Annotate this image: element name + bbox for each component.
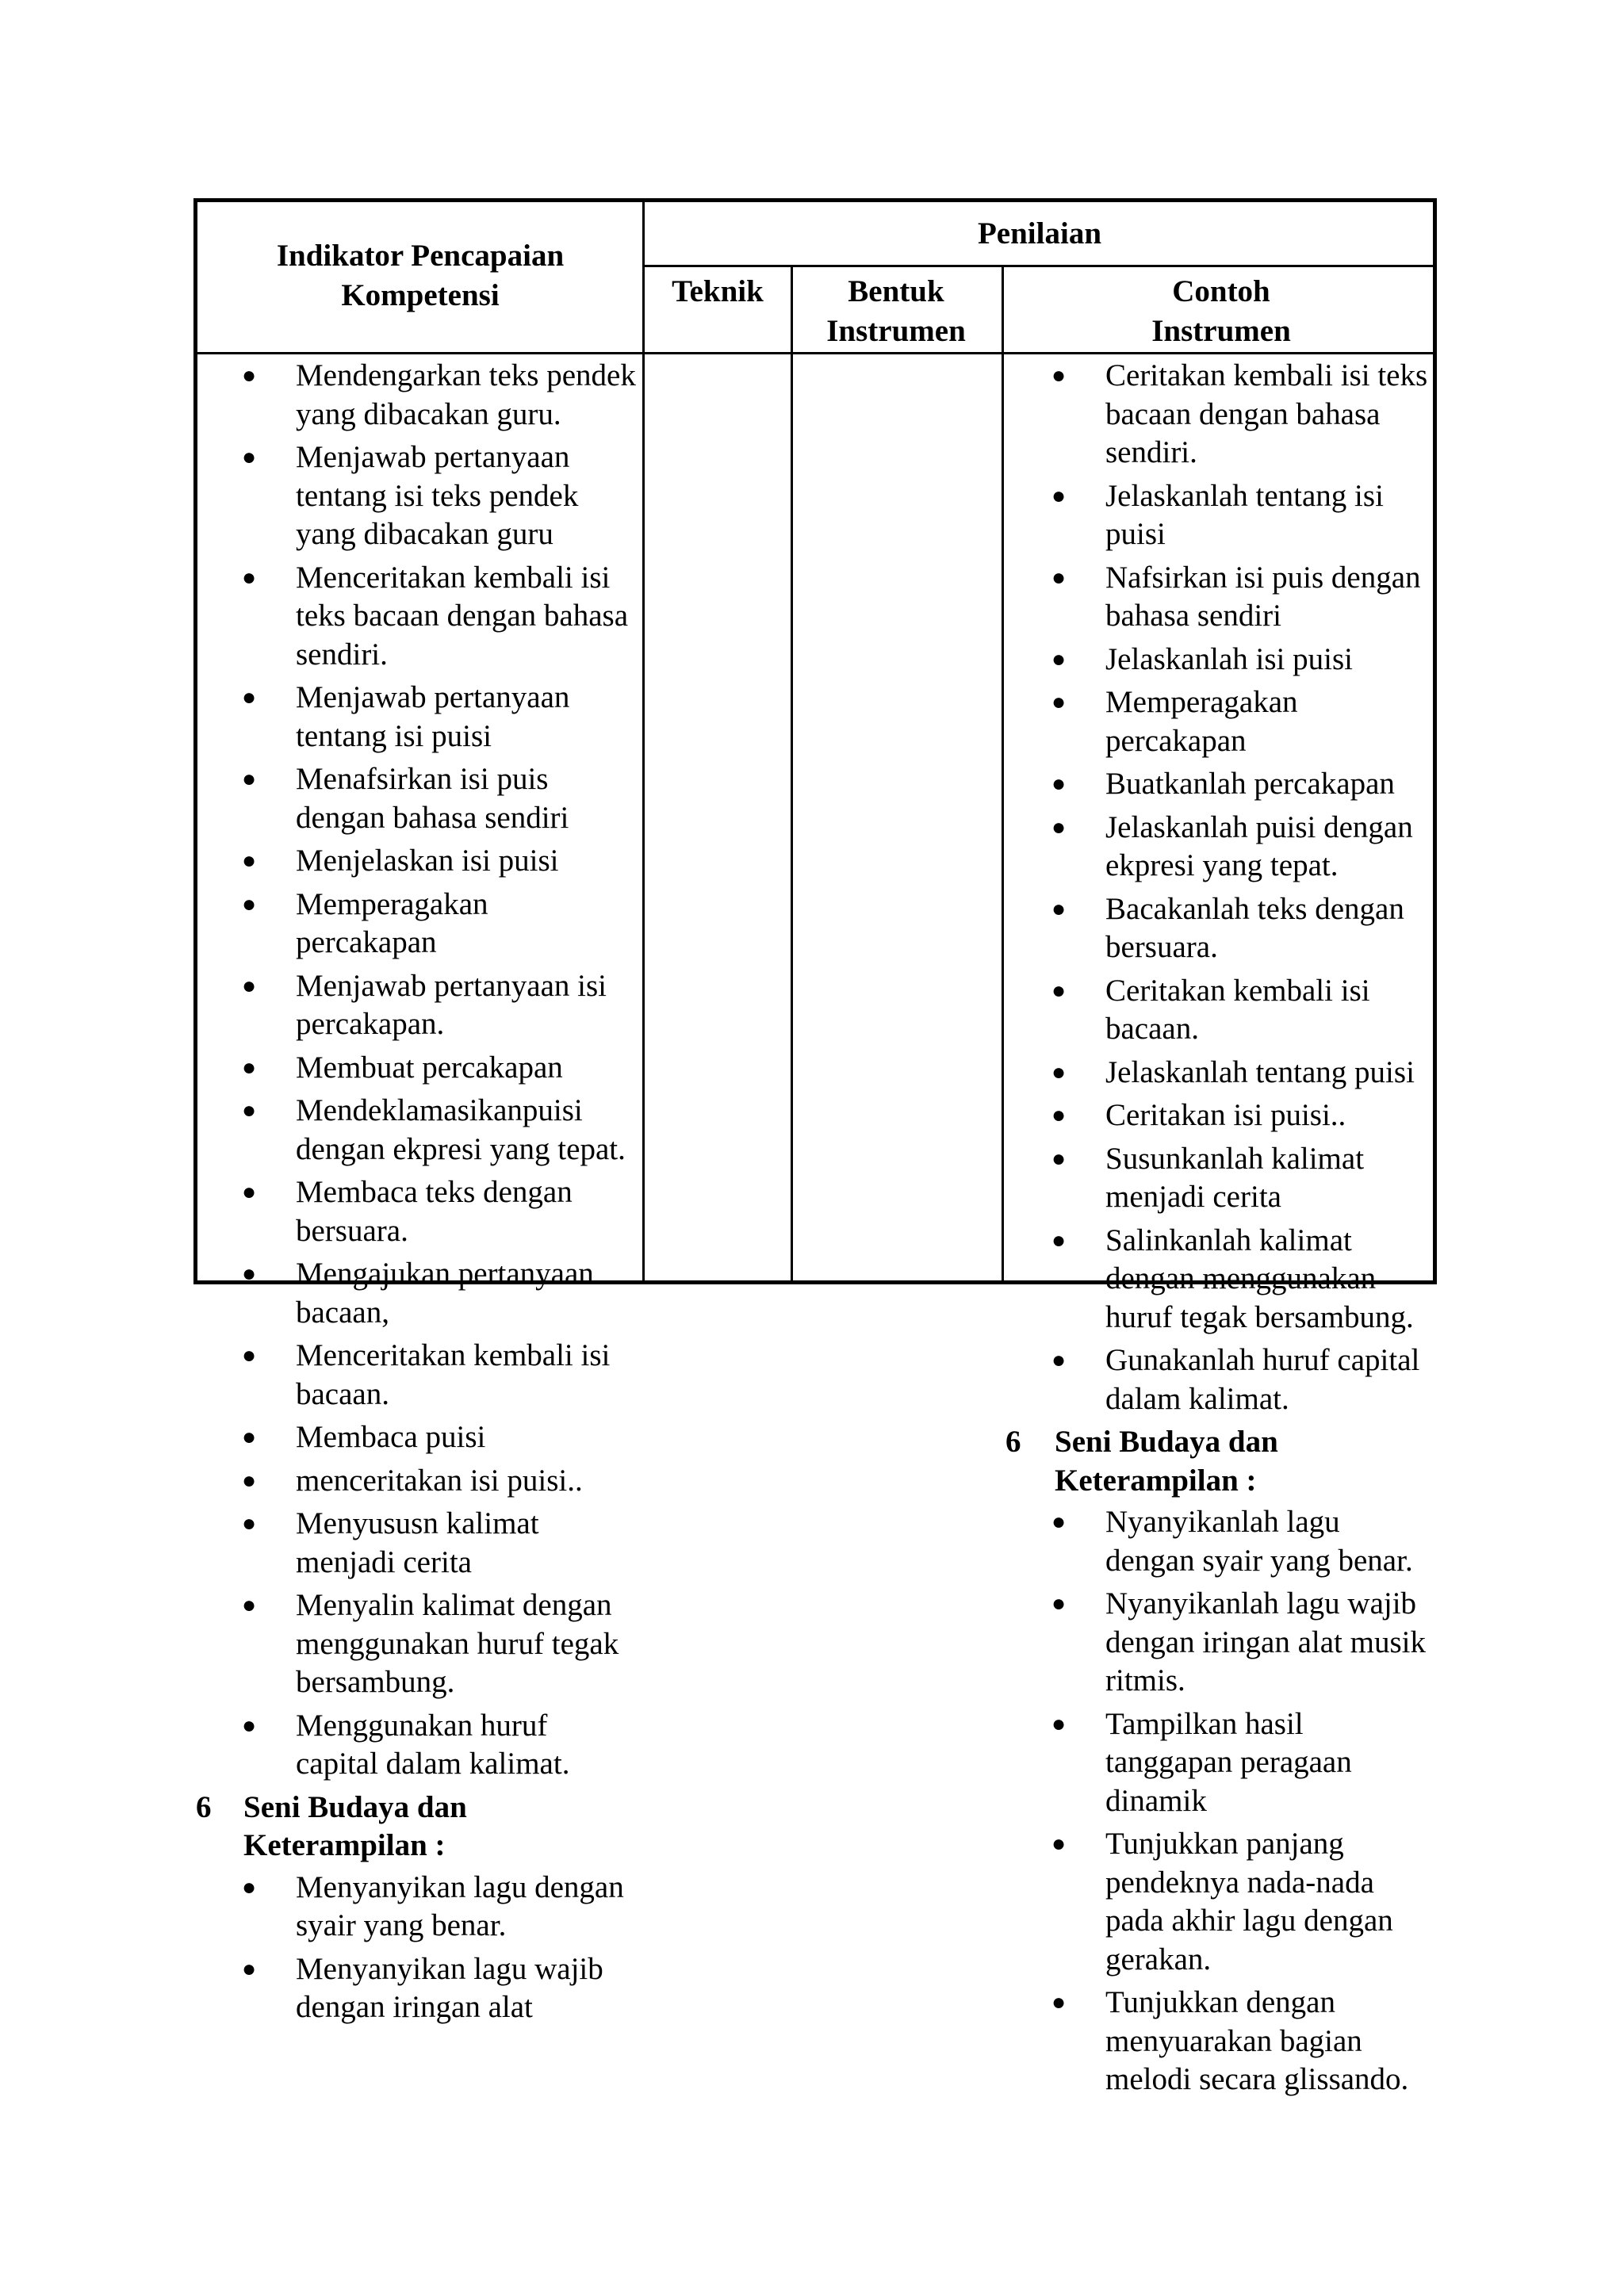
list-item: ● Menyalin kalimat dengan menggunakan huruf tegak bersambung. <box>242 1588 619 1699</box>
header-teknik: Teknik <box>672 274 764 308</box>
list-item: ● Jelaskanlah tentang isi puisi <box>1051 478 1384 551</box>
list-item-text: Menceritakan kembali isi bacaan. <box>296 1338 611 1411</box>
list-item-text: Menjawab pertanyaan tentang isi puisi <box>296 680 570 753</box>
list-item-text: Nyanyikanlah lagu wajib dengan iringan alat musik ritmis. <box>1105 1586 1426 1697</box>
list-item: ● Mengajukan pertanyaan bacaan, <box>242 1257 594 1330</box>
list-item: ● Tunjukkan panjang pendeknya nada-nada pada akhir lagu dengan gerakan. <box>1051 1827 1393 1976</box>
list-item: ● Mendeklamasikanpuisi dengan ekpresi yang tepat. <box>242 1093 626 1166</box>
list-item: ● Menyanyikan lagu wajib dengan iringan alat <box>242 1951 603 2024</box>
list-item-text: Bacakanlah teks dengan bersuara. <box>1105 891 1404 964</box>
list-item-text: Membaca puisi <box>296 1420 486 1454</box>
indikator-column <box>196 357 636 2032</box>
list-item: ● Jelaskanlah puisi dengan ekpresi yang tepat. <box>1051 809 1413 882</box>
column-divider <box>791 265 793 1284</box>
list-item: ● Membaca puisi <box>242 1420 486 1454</box>
list-item-text: Menyalin kalimat dengan menggunakan huruf tegak bersambung. <box>296 1588 619 1699</box>
list-item: ● Ceritakan kembali isi teks bacaan dengan bahasa sendiri. <box>1051 358 1428 469</box>
indikator-list <box>196 357 636 1784</box>
list-item-text: Ceritakan isi puisi.. <box>1105 1098 1346 1132</box>
list-item: ● Nyanyikanlah lagu wajib dengan iringan alat musik ritmis. <box>1051 1586 1426 1697</box>
list-item: ● Salinkanlah kalimat dengan menggunakan huruf tegak bersambung. <box>1051 1223 1414 1334</box>
contoh-section-list <box>1005 1503 1434 2099</box>
section-heading <box>1005 1423 1434 1500</box>
list-item-text: Membuat percakapan <box>296 1050 563 1085</box>
list-item-text: Tunjukkan panjang pendeknya nada-nada pada akhir lagu dengan gerakan. <box>1105 1827 1393 1976</box>
list-item-text: Gunakanlah huruf capital dalam kalimat. <box>1105 1343 1420 1416</box>
header-indikator: Indikator Pencapaian Kompetensi <box>276 239 565 312</box>
list-item: ● Menjawab pertanyaan tentang isi puisi <box>242 680 570 753</box>
list-item: ● Ceritakan kembali isi bacaan. <box>1051 973 1370 1046</box>
list-item-text: Salinkanlah kalimat dengan menggunakan huruf tegak bersambung. <box>1105 1223 1414 1334</box>
list-item-text: Menggunakan huruf capital dalam kalimat. <box>296 1708 570 1781</box>
list-item-text: Jelaskanlah isi puisi <box>1105 641 1353 676</box>
section-number: 6 <box>196 1789 212 1824</box>
list-item-text: Mengajukan pertanyaan bacaan, <box>296 1257 594 1330</box>
list-item: ● Susunkanlah kalimat menjadi cerita <box>1051 1141 1365 1214</box>
list-item-text: Ceritakan kembali isi teks bacaan dengan bahasa sendiri. <box>1105 358 1428 469</box>
list-item: ● Buatkanlah percakapan <box>1051 767 1395 801</box>
list-item: ● Memperagakan percakapan <box>1051 685 1298 758</box>
list-item: ● Membaca teks dengan bersuara. <box>242 1175 573 1248</box>
contoh-list <box>1005 357 1434 1418</box>
list-item-text: Tampilkan hasil tanggapan peragaan dinamik <box>1105 1706 1352 1818</box>
list-item-text: Memperagakan percakapan <box>1105 685 1298 758</box>
list-item-text: Jelaskanlah tentang puisi <box>1105 1054 1415 1089</box>
list-item-text: Menceritakan kembali isi teks bacaan dengan bahasa sendiri. <box>296 560 629 672</box>
list-item-text: Nafsirkan isi puis dengan bahasa sendiri <box>1105 560 1421 633</box>
row-divider <box>193 352 1437 354</box>
list-item: ● Menafsirkan isi puis dengan bahasa sendiri <box>242 762 569 835</box>
list-item-text: Jelaskanlah puisi dengan ekpresi yang tepat. <box>1105 809 1413 882</box>
list-item-text: Menjelaskan isi puisi <box>296 844 559 878</box>
list-item: ● Menjawab pertanyaan tentang isi teks pendek yang dibacakan guru <box>242 440 579 551</box>
section-title: Seni Budaya dan Keterampilan : <box>1055 1425 1278 1498</box>
header-bentuk-instrumen: Bentuk Instrumen <box>826 274 966 348</box>
list-item-text: Membaca teks dengan bersuara. <box>296 1175 573 1248</box>
list-item: ● Membuat percakapan <box>242 1050 563 1085</box>
list-item-text: Menyususn kalimat menjadi cerita <box>296 1506 539 1579</box>
list-item-text: Jelaskanlah tentang isi puisi <box>1105 478 1384 551</box>
list-item: ● Tunjukkan dengan menyuarakan bagian melodi secara glissando. <box>1051 1985 1409 2096</box>
list-item: ● Jelaskanlah tentang puisi <box>1051 1054 1415 1089</box>
list-item-text: menceritakan isi puisi.. <box>296 1463 583 1498</box>
list-item: ● Menyususn kalimat menjadi cerita <box>242 1506 539 1579</box>
section-title: Seni Budaya dan Keterampilan : <box>243 1789 467 1862</box>
list-item-text: Susunkanlah kalimat menjadi cerita <box>1105 1141 1365 1214</box>
list-item-text: Mendeklamasikanpuisi dengan ekpresi yang tepat. <box>296 1093 626 1166</box>
section-heading <box>196 1789 636 1866</box>
list-item: ● Menyanyikan lagu dengan syair yang benar. <box>242 1869 624 1942</box>
list-item-text: Menyanyikan lagu wajib dengan iringan alat <box>296 1951 603 2024</box>
list-item-text: Buatkanlah percakapan <box>1105 767 1395 801</box>
list-item: ● Gunakanlah huruf capital dalam kalimat. <box>1051 1343 1420 1416</box>
list-item: ● Menceritakan kembali isi teks bacaan dengan bahasa sendiri. <box>242 560 629 672</box>
indikator-section-list <box>196 1869 636 2027</box>
list-item: ● Jelaskanlah isi puisi <box>1051 641 1353 676</box>
column-divider <box>642 198 645 1284</box>
section-number: 6 <box>1005 1425 1021 1459</box>
list-item-text: Ceritakan kembali isi bacaan. <box>1105 973 1370 1046</box>
row-divider <box>642 265 1437 267</box>
list-item-text: Menyanyikan lagu dengan syair yang benar. <box>296 1869 624 1942</box>
list-item: ● Menceritakan kembali isi bacaan. <box>242 1338 611 1411</box>
list-item: ● Tampilkan hasil tanggapan peragaan dinamik <box>1051 1706 1352 1818</box>
list-item: ● Mendengarkan teks pendek yang dibacakan guru. <box>242 358 636 431</box>
list-item: ● Memperagakan percakapan <box>242 886 488 959</box>
header-penilaian: Penilaian <box>977 216 1102 251</box>
list-item: ● Menjawab pertanyaan isi percakapan. <box>242 968 607 1041</box>
header-contoh-instrumen: Contoh Instrumen <box>1151 274 1291 348</box>
list-item: ● Menjelaskan isi puisi <box>242 844 559 878</box>
list-item: ● menceritakan isi puisi.. <box>242 1463 583 1498</box>
list-item-text: Menafsirkan isi puis dengan bahasa sendiri <box>296 762 569 835</box>
list-item: ● Ceritakan isi puisi.. <box>1051 1098 1346 1132</box>
list-item-text: Tunjukkan dengan menyuarakan bagian melodi secara glissando. <box>1105 1985 1409 2096</box>
list-item: ● Bacakanlah teks dengan bersuara. <box>1051 891 1404 964</box>
list-item-text: Memperagakan percakapan <box>296 886 488 959</box>
list-item-text: Menjawab pertanyaan tentang isi teks pendek yang dibacakan guru <box>296 440 579 551</box>
contoh-instrumen-column <box>1005 357 1434 2104</box>
list-item: ● Nafsirkan isi puis dengan bahasa sendiri <box>1051 560 1421 633</box>
list-item: ● Nyanyikanlah lagu dengan syair yang benar. <box>1051 1505 1413 1578</box>
list-item-text: Menjawab pertanyaan isi percakapan. <box>296 968 607 1041</box>
column-divider <box>1002 265 1004 1284</box>
list-item-text: Nyanyikanlah lagu dengan syair yang benar. <box>1105 1505 1413 1578</box>
list-item: ● Menggunakan huruf capital dalam kalimat. <box>242 1708 570 1781</box>
list-item-text: Mendengarkan teks pendek yang dibacakan guru. <box>296 358 636 431</box>
